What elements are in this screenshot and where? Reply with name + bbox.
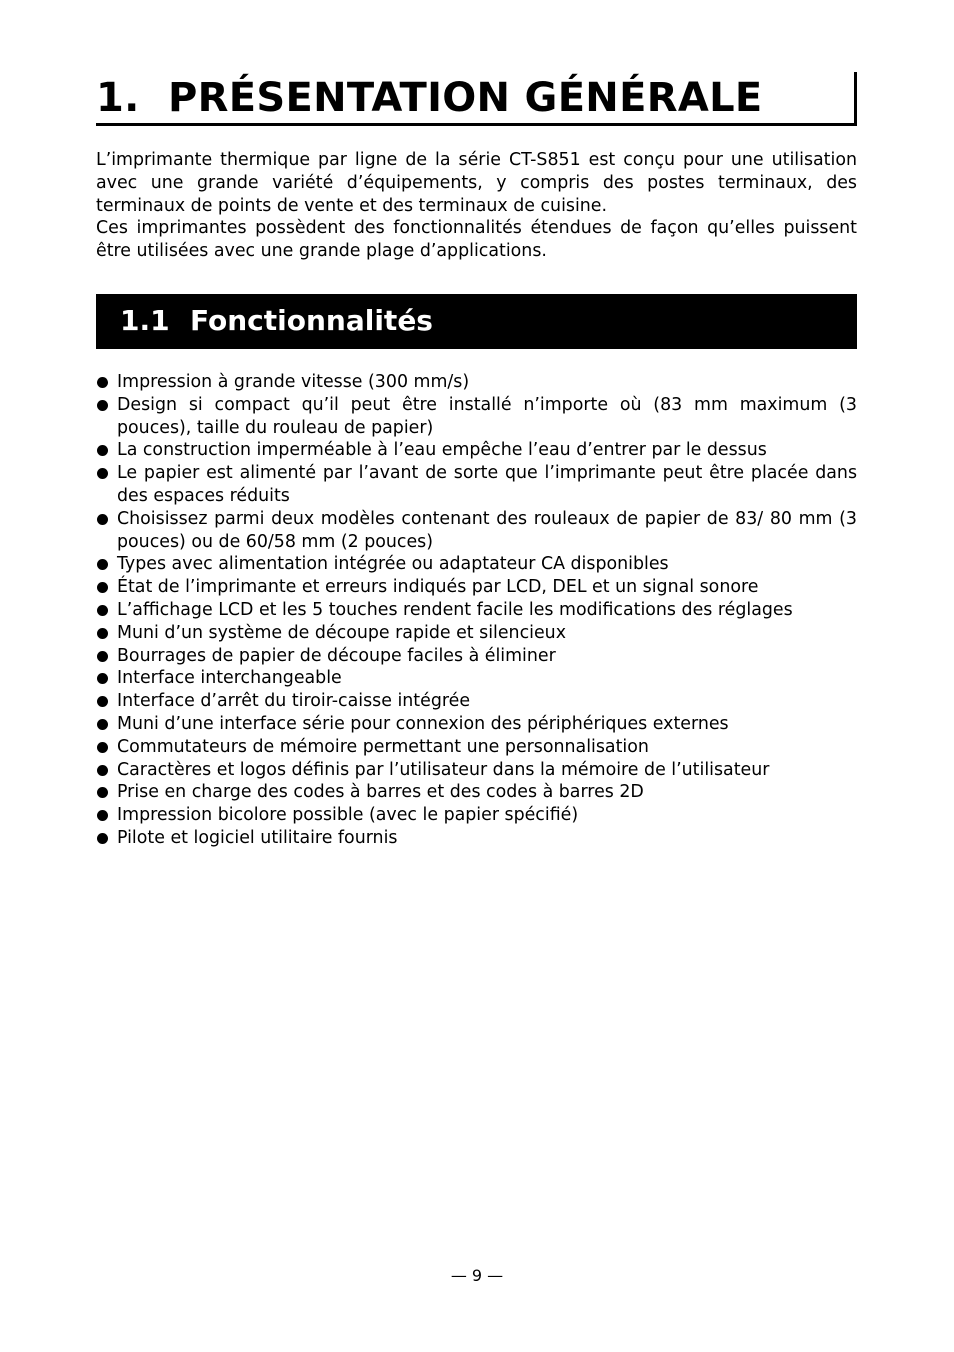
feature-text: Impression bicolore possible (avec le papier spécifié): [117, 805, 579, 826]
bullet-icon: [97, 765, 108, 776]
intro-paragraph-1: L’imprimante thermique par ligne de la série CT-S851 est conçu pour une utilisation avec une grande variété d’équipements, y compris des postes terminaux, des terminaux de points de vente et des terminaux de cuisine.: [96, 150, 857, 216]
chapter-header: [96, 72, 857, 126]
feature-text: La construction imperméable à l’eau empêche l’eau d’entrer par le dessus: [117, 440, 767, 461]
chapter-title: [96, 74, 762, 122]
feature-item: [96, 508, 857, 554]
bullet-icon: [97, 468, 108, 479]
feature-item: [96, 439, 857, 462]
feature-item: [96, 553, 857, 576]
feature-item: [96, 576, 857, 599]
bullet-icon: [97, 377, 108, 388]
bullet-icon: [97, 810, 108, 821]
bullet-icon: [97, 514, 108, 525]
feature-text: Interface interchangeable: [117, 668, 342, 689]
bullet-icon: [97, 582, 108, 593]
feature-text: Types avec alimentation intégrée ou adaptateur CA disponibles: [117, 554, 669, 575]
intro-text: [96, 149, 857, 263]
chapter-title-text: PRÉSENTATION GÉNÉRALE: [168, 75, 763, 121]
feature-item: [96, 804, 857, 827]
feature-item: [96, 622, 857, 645]
bullet-icon: [97, 673, 108, 684]
bullet-icon: [97, 719, 108, 730]
feature-item: [96, 462, 857, 508]
feature-item: [96, 759, 857, 782]
bullet-icon: [97, 651, 108, 662]
feature-text: Pilote et logiciel utilitaire fournis: [117, 827, 398, 848]
feature-text: État de l’imprimante et erreurs indiqués par LCD, DEL et un signal sonore: [117, 577, 759, 598]
bullet-icon: [97, 400, 108, 411]
feature-text: Muni d’une interface série pour connexion des périphériques externes: [117, 713, 729, 734]
feature-text: Design si compact qu’il peut être installé n’importe où (83 mm maximum (3 pouces), taille du rouleau de papier): [117, 394, 857, 438]
feature-item: [96, 827, 857, 850]
feature-item: [96, 599, 857, 622]
feature-text: Le papier est alimenté par l’avant de sorte que l’imprimante peut être placée dans des espaces réduits: [117, 463, 857, 506]
feature-item: [96, 736, 857, 759]
section-number: 1.1: [120, 304, 170, 337]
feature-text: Choisissez parmi deux modèles contenant des rouleaux de papier de 83/ 80 mm (3 pouces) ou de 60/58 mm (2 pouces): [117, 508, 857, 552]
bullet-icon: [97, 787, 108, 798]
feature-item: [96, 690, 857, 713]
chapter-number: 1.: [96, 75, 140, 121]
feature-list: [96, 371, 857, 850]
feature-text: Muni d’un système de découpe rapide et silencieux: [117, 622, 566, 643]
bullet-icon: [97, 445, 108, 456]
intro-paragraph-2: Ces imprimantes possèdent des fonctionnalités étendues de façon qu’elles puissent être utilisées avec une grande plage d’applications.: [96, 218, 857, 262]
feature-text: Interface d’arrêt du tiroir-caisse intégrée: [117, 691, 471, 712]
bullet-icon: [97, 628, 108, 639]
section-title-text: Fonctionnalités: [190, 304, 433, 337]
section-header: [96, 294, 857, 349]
section-title: [120, 303, 433, 339]
feature-item: [96, 645, 857, 668]
bullet-icon: [97, 605, 108, 616]
feature-item: [96, 667, 857, 690]
feature-text: Commutateurs de mémoire permettant une personnalisation: [117, 736, 649, 757]
feature-item: [96, 781, 857, 804]
feature-text: Impression à grande vitesse (300 mm/s): [117, 372, 470, 392]
feature-item: [96, 394, 857, 440]
bullet-icon: [97, 742, 108, 753]
feature-text: Bourrages de papier de découpe faciles à éliminer: [117, 645, 556, 666]
bullet-icon: [97, 559, 108, 570]
bullet-icon: [97, 696, 108, 707]
feature-item: [96, 371, 857, 394]
feature-text: Prise en charge des codes à barres et des codes à barres 2D: [117, 782, 644, 803]
feature-text: Caractères et logos définis par l’utilisateur dans la mémoire de l’utilisateur: [117, 759, 770, 780]
feature-item: [96, 713, 857, 736]
page-number: — 9 —: [450, 1266, 504, 1285]
feature-text: L’affichage LCD et les 5 touches rendent facile les modifications des réglages: [117, 599, 793, 620]
bullet-icon: [97, 833, 108, 844]
